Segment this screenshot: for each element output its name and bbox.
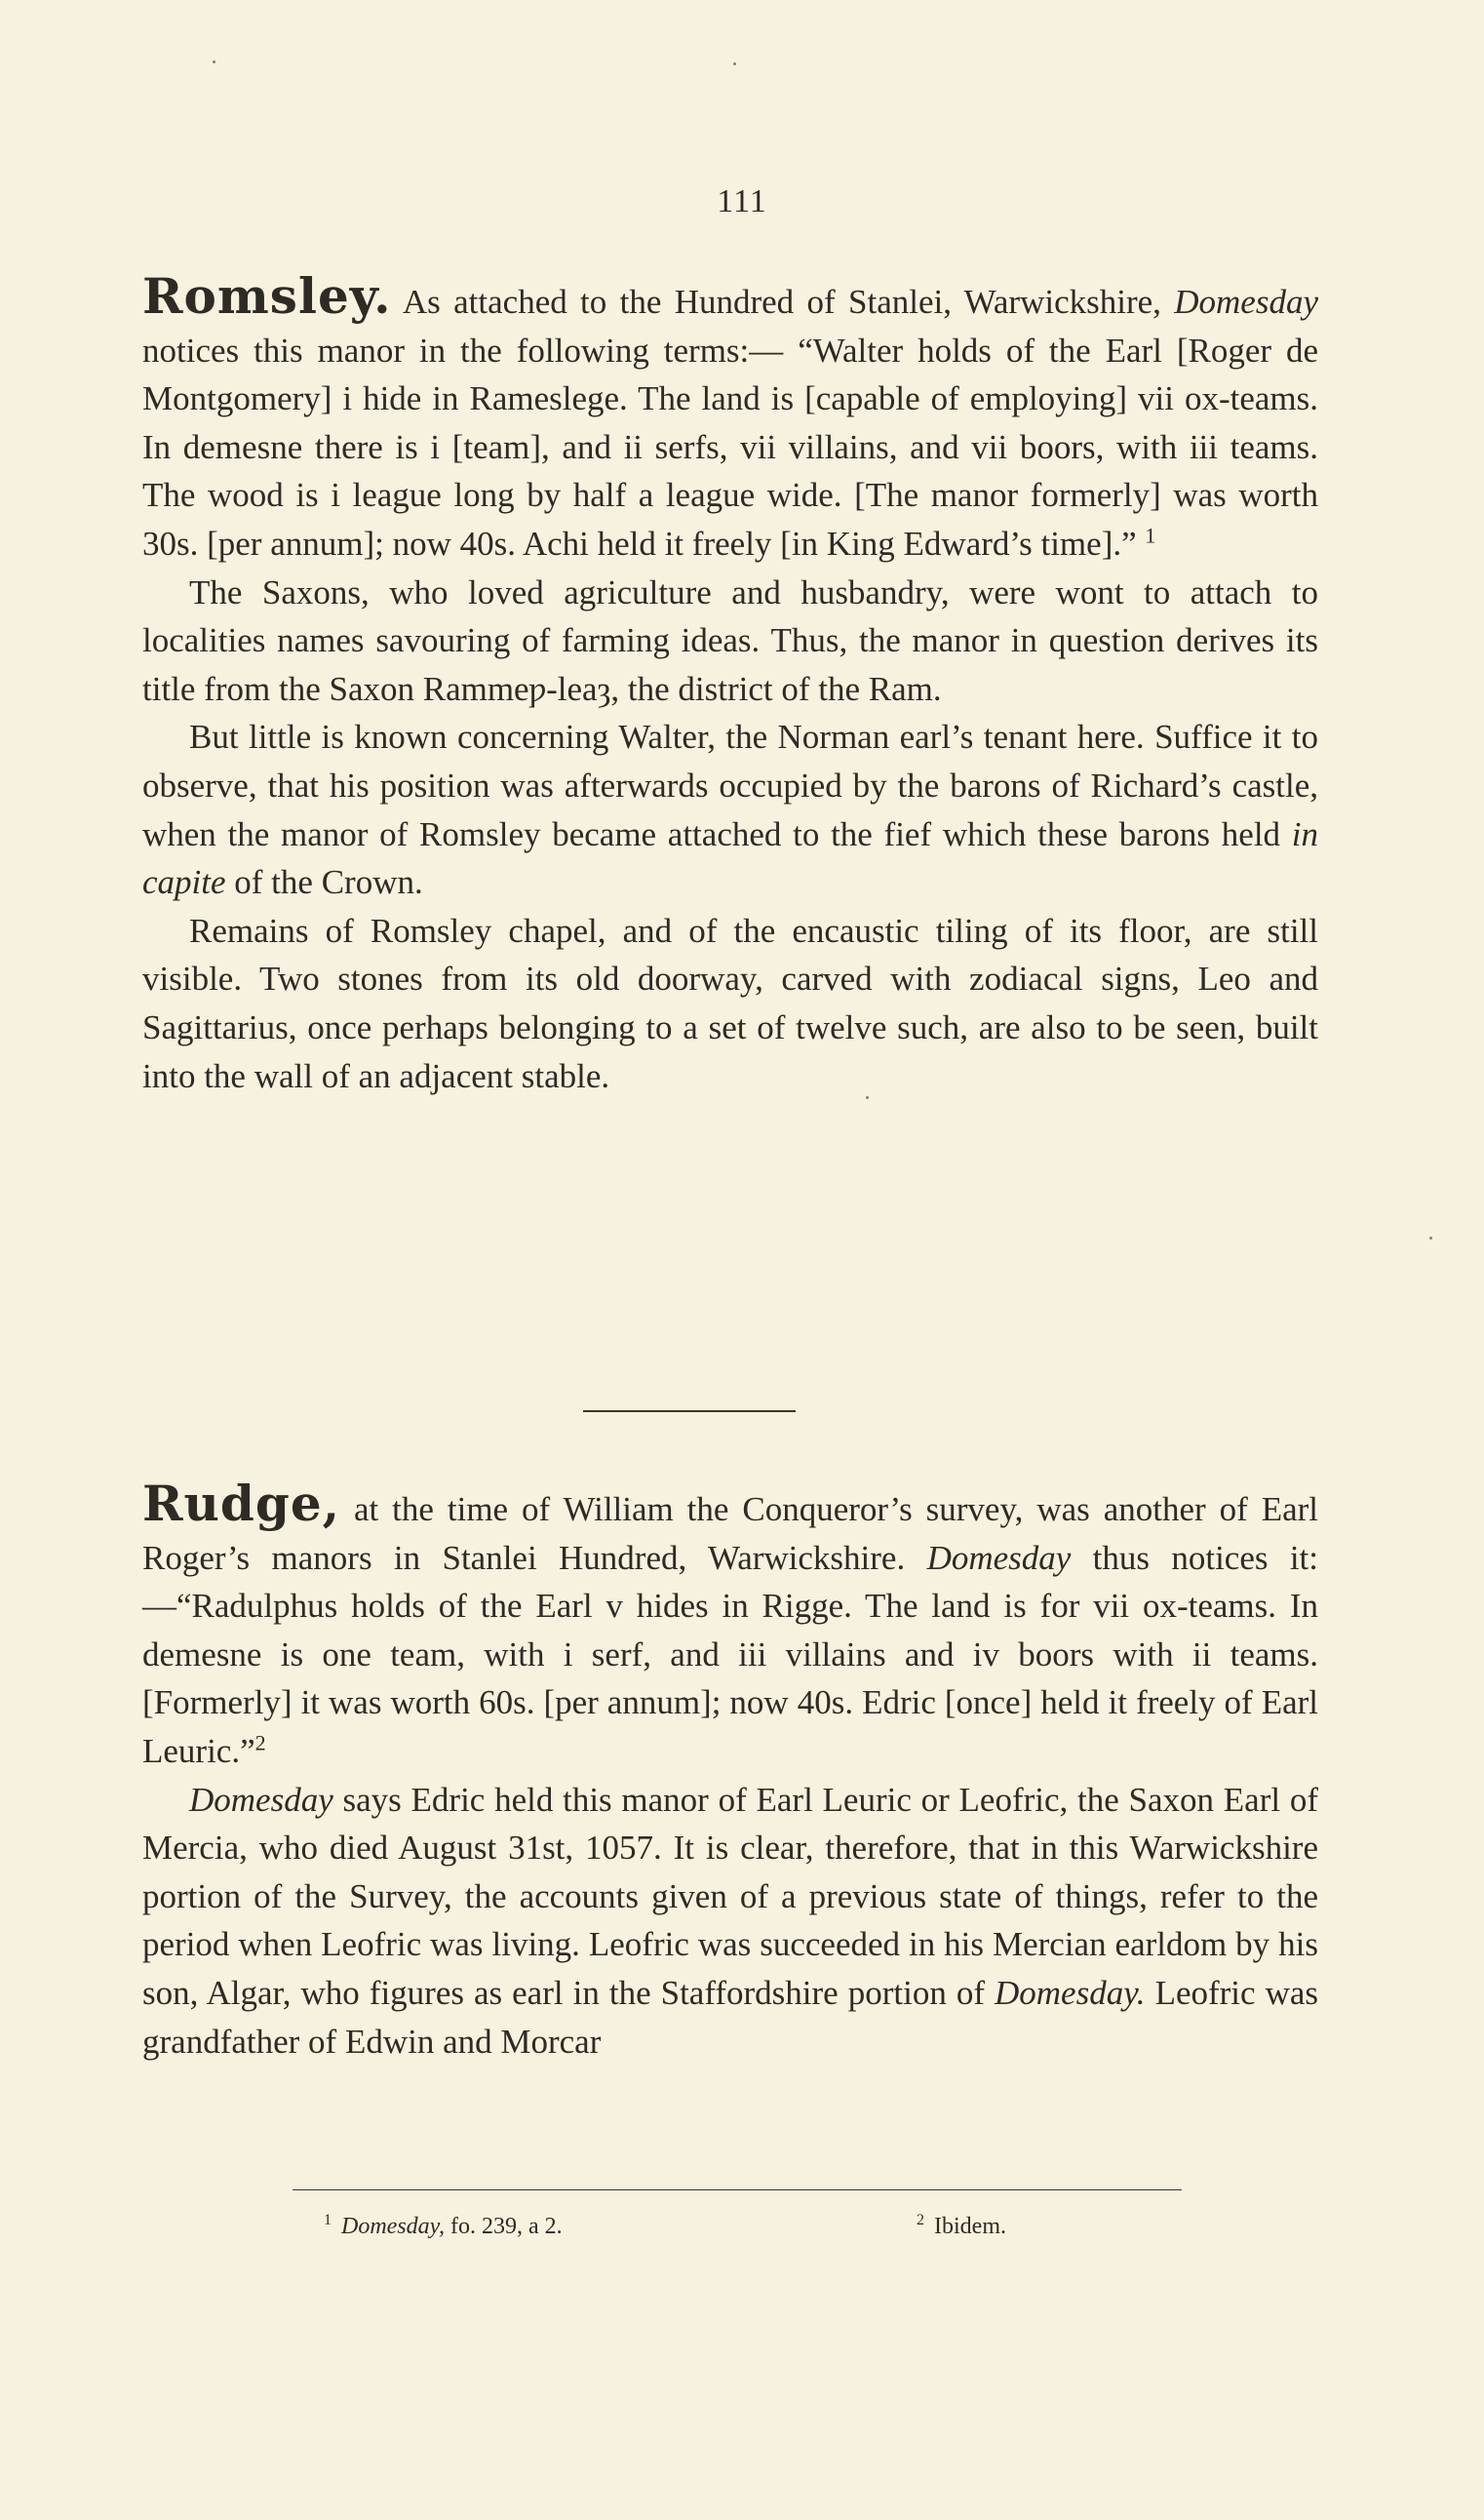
paragraph-text: of the Crown. [225,863,423,902]
footnote-2 [917,2212,1006,2240]
paragraph: The Saxons, who loved agriculture and husbandry, were wont to attach to localities names savouring of farming ideas. Thus, the manor in question derives its title from the Saxon Rammeƿ-leaȝ, the district of the Ram. [142,572,1318,708]
italic-text: Domesday. [995,1973,1146,2012]
paragraph [142,713,1318,906]
paper-speck [733,62,736,65]
paragraph [142,267,1318,569]
paragraph-text: says Edric held this manor of Earl Leuric or Leofric, the Saxon Earl of Mercia, who died August 31st, 1057. It is clear, therefore, that in this Warwickshire portion of the Survey, the accounts given of a previous state of things, refer to the period when Leofric was living. Leofric was succeeded in his Mercian earldom by his son, Algar, who figures as earl in the Staffordshire portion of [142,1780,1318,2012]
footnote-mark: 2 [917,2212,924,2228]
paragraph-text: But little is known concerning Walter, the Norman earl’s tenant here. Suffice it to observe, that his position was afterwards occupied by the barons of Richard’s castle, when the manor of Romsley became attached to the fief which these barons held [142,718,1318,853]
section-divider [583,1410,796,1412]
paragraph-text: at the time of William the Conqueror’s survey, was another of Earl Roger’s manors in Stanlei Hundred, Warwickshire. [142,1490,1318,1577]
footnote-text: fo. 239, a 2. [444,2214,563,2239]
italic-text: in capite [142,814,1318,902]
paragraph-text: Leofric was grandfather of Edwin and Morcar [142,1973,1318,2061]
section-heading: Romsley. [142,267,392,325]
footnote-1 [324,2212,563,2240]
footnote-divider [293,2189,1182,2190]
italic-text: Domesday [926,1538,1072,1577]
italic-text: Domesday [189,1780,333,1819]
footnote-reference[interactable]: 2 [254,1730,266,1755]
italic-text: Domesday, [341,2214,445,2239]
italic-text: Domesday [1174,283,1318,321]
paragraph-text: notices this manor in the following terms:— “Walter holds of the Earl [Roger de Montgomery] i hide in Rameslege. The land is [capable of employing] vii ox-teams. In demesne there is i [team], and ii serfs, vii villains, and vii boors, with iii teams. The wood is i league long by half a league wide. [The manor formerly] was worth 30s. [per annum]; now 40s. Achi held it freely [in King Edward’s time].” [142,331,1318,563]
paragraph-text: As attached to the Hundred of Stanlei, Warwickshire, [391,283,1175,321]
paper-speck [213,60,215,63]
page-number: 111 [717,183,767,219]
section-romsley [142,267,1318,1100]
paragraph [142,1776,1318,2067]
paragraph-text: thus notices it:—“Radulphus holds of the Earl v hides in Rigge. The land is for vii ox-teams. In demesne is one team, with i serf, and iii villains and iv boors with ii teams. [Formerly] it was worth 60s. [per annum]; now 40s. Edric [once] held it freely of Earl Leuric.” [142,1538,1319,1770]
paragraph [142,1475,1319,1776]
footnote-mark: 1 [324,2212,332,2228]
footnote-text: Ibidem. [934,2214,1006,2239]
section-rudge [142,1475,1319,2066]
paper-speck [1429,1237,1432,1240]
paragraph: Remains of Romsley chapel, and of the encaustic tiling of its floor, are still visible. Two stones from its old doorway, carved with zodiacal signs, Leo and Sagittarius, once perhaps belonging to a set of twelve such, are also to be seen, built into the wall of an adjacent stable. [142,911,1318,1095]
footnote-reference[interactable]: 1 [1145,523,1156,548]
section-heading: Rudge, [142,1475,341,1532]
